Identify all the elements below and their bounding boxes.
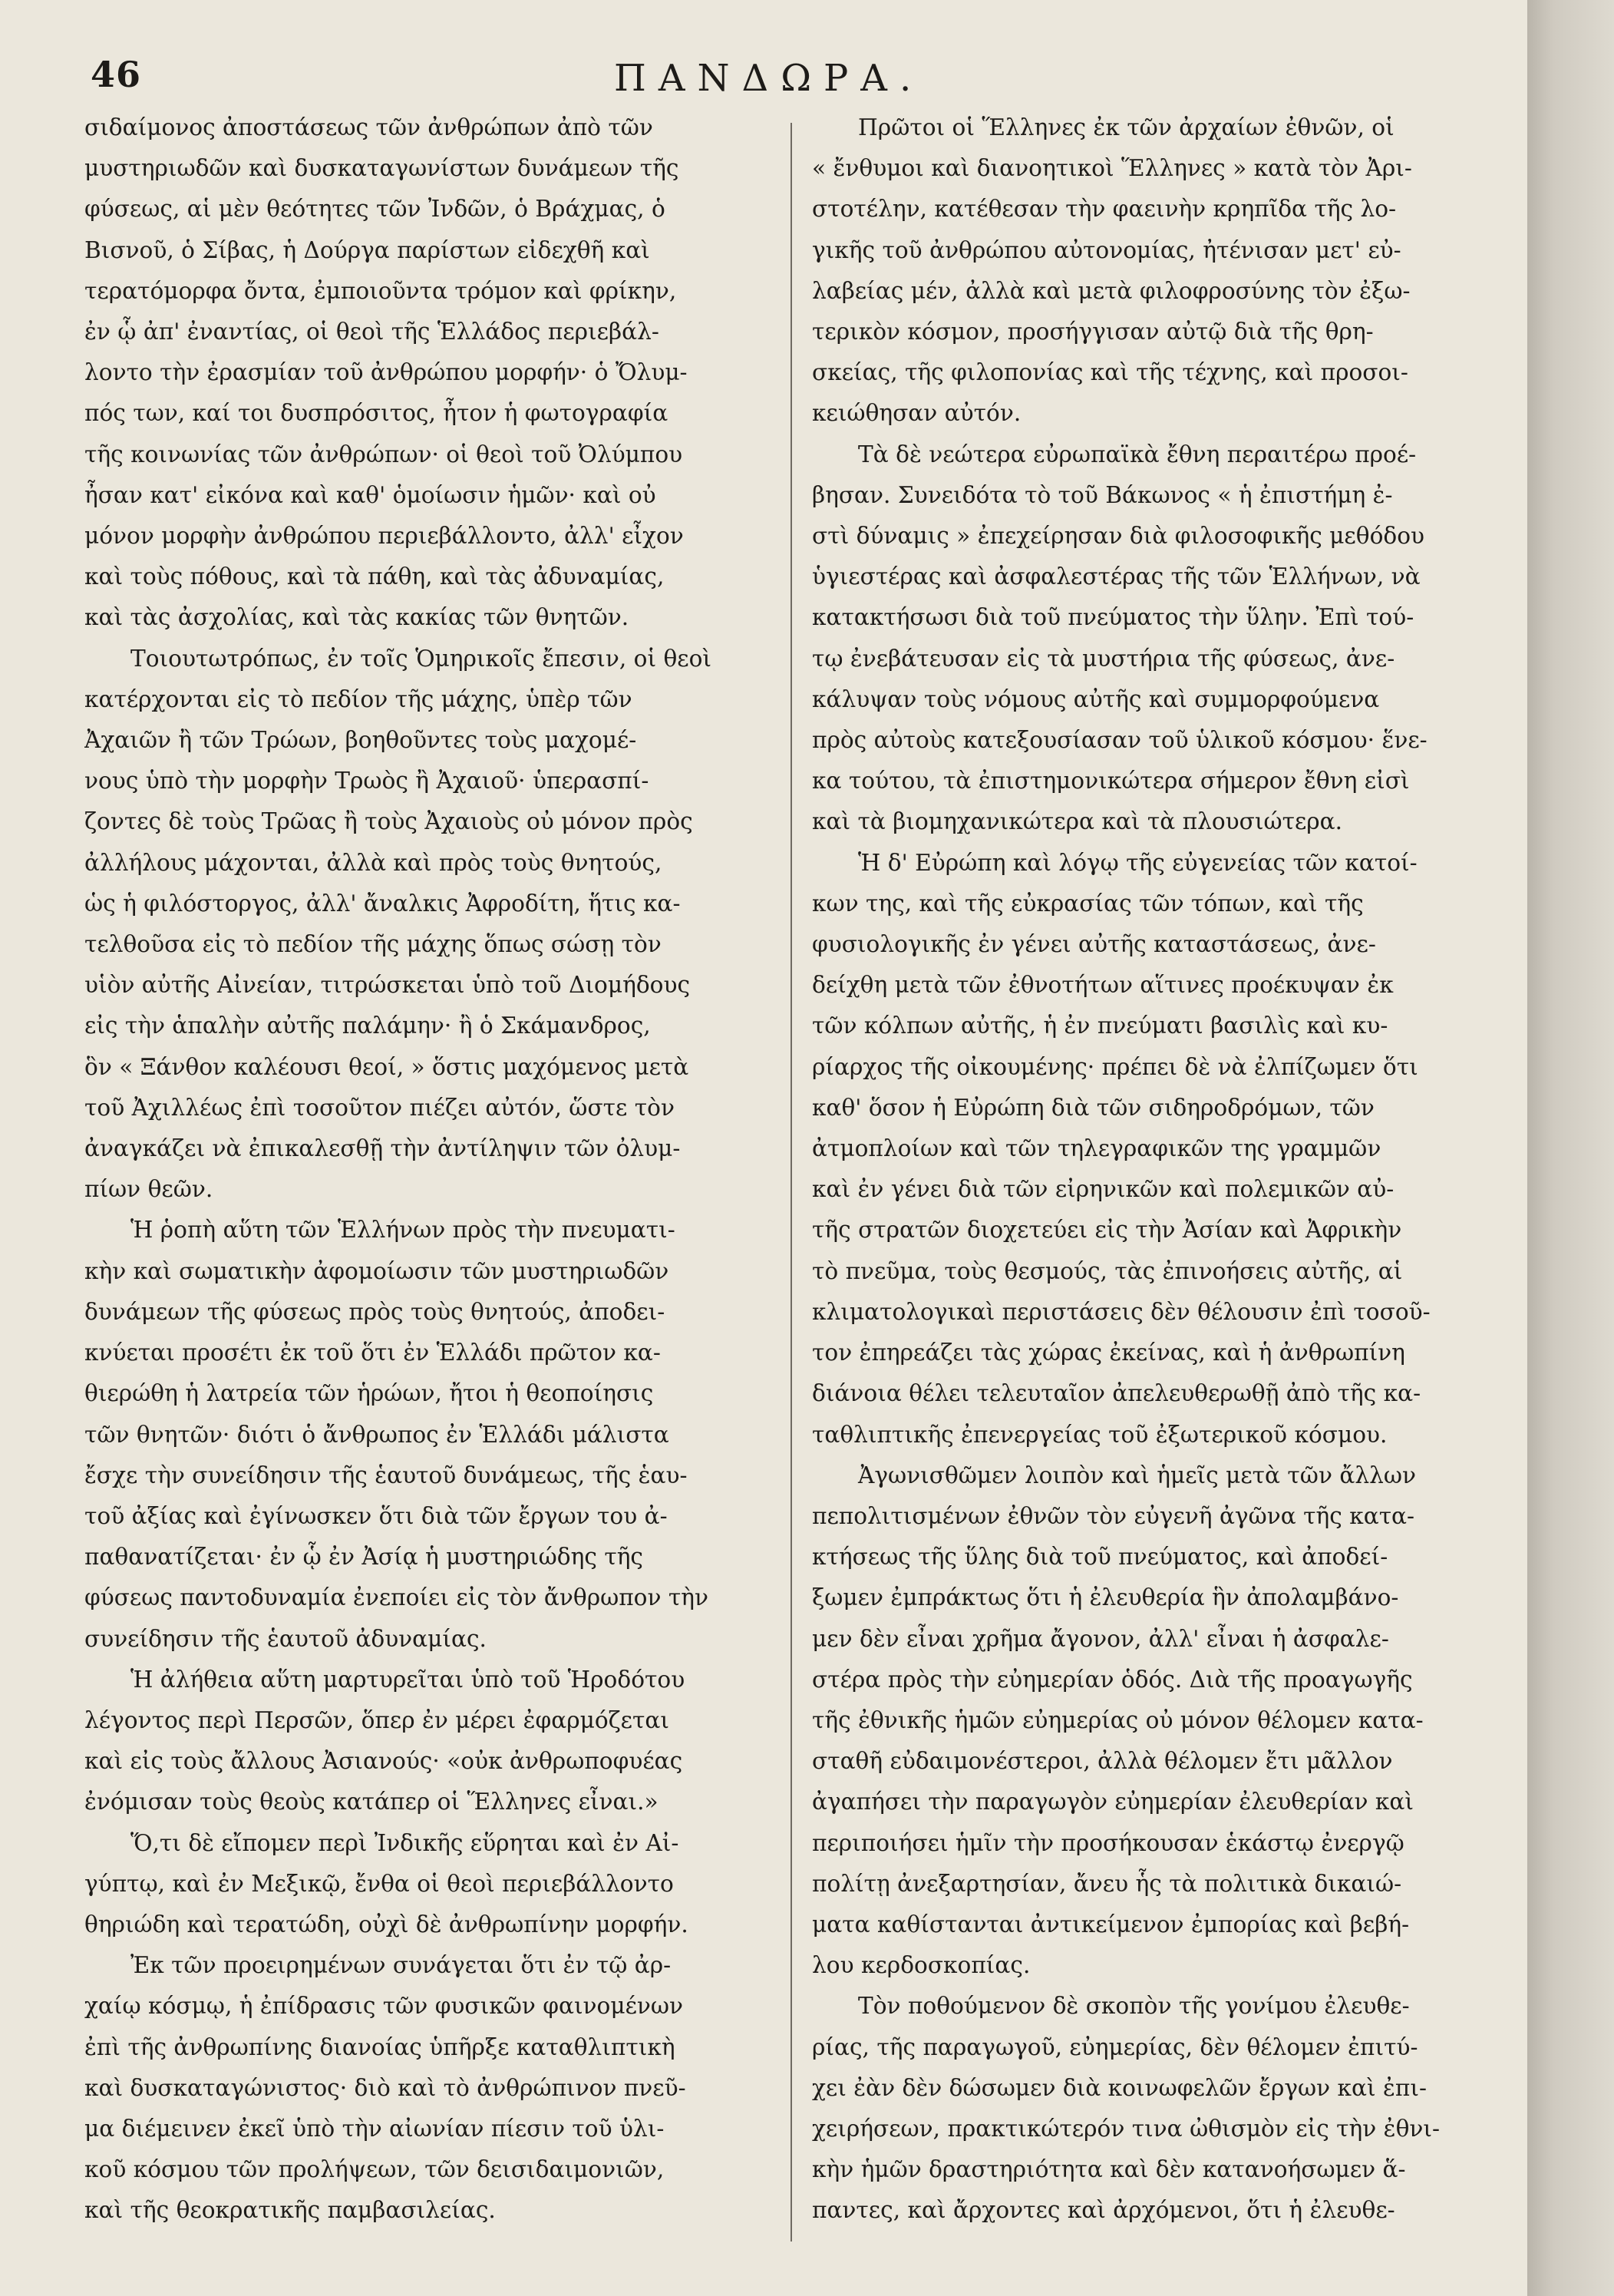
text-line: τῶν θνητῶν· διότι ὁ ἄνθρωπος ἐν Ἑλλάδι μάλιστα [84, 1421, 669, 1448]
paragraph [812, 1986, 1495, 2231]
text-line: χειρήσεων, πρακτικώτερόν τινα ὠθισμὸν εἰς τὴν ἐθνι- [812, 2115, 1440, 2142]
text-line: ματα καθίστανται ἀντικείμενον ἐμπορίας καὶ βεβή- [812, 1911, 1410, 1938]
text-line: κὴν καὶ σωματικὴν ἀφομοίωσιν τῶν μυστηριωδῶν [84, 1257, 669, 1284]
text-line: τον ἐπηρεάζει τὰς χώρας ἐκείνας, καὶ ἡ ἀνθρωπίνη [812, 1340, 1405, 1366]
text-line: καὶ τῆς θεοκρατικῆς παμβασιλείας. [84, 2197, 496, 2224]
text-line: τῆς στρατῶν διοχετεύει εἰς τὴν Ἀσίαν καὶ Ἀφρικὴν [812, 1217, 1402, 1244]
text-line: κνύεται προσέτι ἐκ τοῦ ὅτι ἐν Ἑλλάδι πρῶτον κα- [84, 1340, 661, 1366]
text-line: κατακτήσωσι διὰ τοῦ πνεύματος τὴν ὕλην. Ἐπὶ τού- [812, 604, 1414, 631]
text-line: Ἀγωνισθῶμεν λοιπὸν καὶ ἡμεῖς μετὰ τῶν ἄλλων [858, 1462, 1416, 1488]
paragraph [84, 1823, 767, 1946]
text-line: πεπολιτισμένων ἐθνῶν τὸν εὐγενῆ ἀγῶνα τῆς κατα- [812, 1502, 1415, 1529]
text-line: περιποιήσει ἡμῖν τὴν προσήκουσαν ἑκάστῳ ἐνεργῷ [812, 1829, 1404, 1856]
text-line: Τὸν ποθούμενον δὲ σκοπὸν τῆς γονίμου ἐλευθε- [858, 1993, 1410, 2020]
text-line: τερικὸν κόσμον, προσήγγισαν αὐτῷ διὰ τῆς θρη- [812, 319, 1374, 345]
paragraph [812, 843, 1495, 1455]
text-line: ρίαρχος τῆς οἰκουμένης· πρέπει δὲ νὰ ἐλπίζωμεν ὅτι [812, 1053, 1418, 1080]
text-line: κτήσεως τῆς ὕλης διὰ τοῦ πνεύματος, καὶ ἀποδεί- [812, 1544, 1388, 1571]
text-line: παθανατίζεται· ἐν ᾧ ἐν Ἀσίᾳ ἡ μυστηριώδης τῆς [84, 1544, 643, 1571]
text-line: μυστηριωδῶν καὶ δυσκαταγωνίστων δυνάμεων τῆς [84, 155, 679, 182]
text-line: ἔσχε τὴν συνείδησιν τῆς ἑαυτοῦ δυνάμεως, τῆς ἑαυ- [84, 1462, 688, 1488]
text-line: διάνοια θέλει τελευταῖον ἀπελευθερωθῇ ἀπὸ τῆς κα- [812, 1380, 1421, 1407]
text-line: ἦσαν κατ' εἰκόνα καὶ καθ' ὁμοίωσιν ἡμῶν· καὶ οὐ [84, 481, 656, 508]
text-line: τοῦ Ἀχιλλέως ἐπὶ τοσοῦτον πιέζει αὐτόν, ὥστε τὸν [84, 1094, 675, 1121]
text-line: συνείδησιν τῆς ἑαυτοῦ ἀδυναμίας. [84, 1625, 487, 1652]
text-line: κατέρχονται εἰς τὸ πεδίον τῆς μάχης, ὑπὲρ τῶν [84, 685, 632, 712]
text-line: στέρα πρὸς τὴν εὐημερίαν ὁδός. Διὰ τῆς προαγωγῆς [812, 1666, 1413, 1693]
text-line: φύσεως, αἱ μὲν θεότητες τῶν Ἰνδῶν, ὁ Βράχμας, ὁ [84, 196, 665, 223]
text-line: καὶ τοὺς πόθους, καὶ τὰ πάθη, καὶ τὰς ἀδυναμίας, [84, 563, 665, 590]
text-line: δυνάμεων τῆς φύσεως πρὸς τοὺς θνητούς, ἀποδει- [84, 1298, 665, 1325]
text-line: γύπτῳ, καὶ ἐν Μεξικῷ, ἔνθα οἱ θεοὶ περιεβάλλοντο [84, 1870, 674, 1897]
text-line: κων της, καὶ τῆς εὐκρασίας τῶν τόπων, καὶ τῆς [812, 890, 1364, 917]
text-line: ὑγιεστέρας καὶ ἀσφαλεστέρας τῆς τῶν Ἑλλήνων, νὰ [812, 563, 1421, 590]
text-line: κα τούτου, τὰ ἐπιστημονικώτερα σήμερον ἔθνη εἰσὶ [812, 768, 1410, 795]
text-line: μόνον μορφὴν ἀνθρώπου περιεβάλλοντο, ἀλλ' εἶχον [84, 523, 684, 550]
text-line: σταθῆ εὐδαιμονέστεροι, ἀλλὰ θέλομεν ἔτι μᾶλλον [812, 1748, 1393, 1775]
text-line: ὃν « Ξάνθον καλέουσι θεοί, » ὅστις μαχόμενος μετὰ [84, 1053, 689, 1080]
text-line: παντες, καὶ ἄρχοντες καὶ ἀρχόμενοι, ὅτι ἡ ἐλευθε- [812, 2197, 1395, 2224]
text-line: τερατόμορφα ὄντα, ἐμποιοῦντα τρόμον καὶ φρίκην, [84, 277, 677, 304]
text-line: Ἐκ τῶν προειρημένων συνάγεται ὅτι ἐν τῷ ἀρ- [130, 1952, 672, 1979]
text-line: Ἡ δ' Εὐρώπη καὶ λόγῳ τῆς εὐγενείας τῶν κατοί- [858, 849, 1418, 876]
text-line: λαβείας μέν, ἀλλὰ καὶ μετὰ φιλοφροσύνης τὸν ἐξω- [812, 277, 1411, 304]
text-line: φυσιολογικῆς ἐν γένει αὐτῆς καταστάσεως, ἀνε- [812, 931, 1376, 958]
text-line: λέγοντος περὶ Περσῶν, ὅπερ ἐν μέρει ἐφαρμόζεται [84, 1706, 669, 1733]
page-edge-shadow [1527, 0, 1614, 2296]
text-line: τῳ ἐνεβάτευσαν εἰς τὰ μυστήρια τῆς φύσεως, ἀνε- [812, 645, 1395, 672]
text-line: φύσεως παντοδυναμία ἐνεποίει εἰς τὸν ἄνθρωπον τὴν [84, 1584, 708, 1611]
paragraph [812, 434, 1495, 843]
text-line: τοῦ ἀξίας καὶ ἐγίνωσκεν ὅτι διὰ τῶν ἔργων του ἀ- [84, 1502, 668, 1529]
text-line: εἰς τὴν ἁπαλὴν αὐτῆς παλάμην· ἢ ὁ Σκάμανδρος, [84, 1013, 651, 1039]
text-line: κάλυψαν τοὺς νόμους αὐτῆς καὶ συμμορφούμενα [812, 685, 1380, 712]
text-line: καὶ τὰ βιομηχανικώτερα καὶ τὰ πλουσιώτερα. [812, 808, 1343, 835]
text-line: ρίας, τῆς παραγωγοῦ, εὐημερίας, δὲν θέλομεν ἐπιτύ- [812, 2033, 1418, 2060]
text-line: ἐν ᾧ ἀπ' ἐναντίας, οἱ θεοὶ τῆς Ἑλλάδος περιεβάλ- [84, 319, 659, 345]
running-title: ΠΑΝΔΩΡΑ. [614, 57, 924, 100]
text-line: Τὰ δὲ νεώτερα εὐρωπαϊκὰ ἔθνη περαιτέρω προέ- [858, 441, 1417, 467]
text-line: Ἀχαιῶν ἢ τῶν Τρώων, βοηθοῦντες τοὺς μαχομέ- [84, 727, 637, 754]
right-text-column [812, 107, 1495, 2232]
paragraph [84, 107, 767, 639]
text-line: κοῦ κόσμου τῶν προλήψεων, τῶν δεισιδαιμονιῶν, [84, 2156, 665, 2183]
text-line: κειώθησαν αὐτόν. [812, 400, 1022, 427]
text-line: πός των, καί τοι δυσπρόσιτος, ἦτον ἡ φωτογραφία [84, 400, 668, 427]
text-line: μεν δὲν εἶναι χρῆμα ἄγονον, ἀλλ' εἶναι ἡ ἀσφαλε- [812, 1625, 1389, 1652]
text-line: ἀτμοπλοίων καὶ τῶν τηλεγραφικῶν της γραμμῶν [812, 1135, 1381, 1162]
text-line: Ἡ ῥοπὴ αὕτη τῶν Ἑλλήνων πρὸς τὴν πνευματι- [130, 1217, 675, 1244]
text-line: λου κερδοσκοπίας. [812, 1952, 1031, 1979]
text-line: θιερώθη ἡ λατρεία τῶν ἡρώων, ἤτοι ἡ θεοποίησις [84, 1380, 654, 1407]
page-number: 46 [91, 54, 142, 95]
text-line: ζοντες δὲ τοὺς Τρῶας ἢ τοὺς Ἀχαιοὺς οὐ μόνον πρὸς [84, 808, 693, 835]
text-line: υἱὸν αὐτῆς Αἰνείαν, τιτρώσκεται ὑπὸ τοῦ Διομήδους [84, 972, 691, 999]
text-line: πίων θεῶν. [84, 1176, 213, 1203]
text-line: λοντο τὴν ἐρασμίαν τοῦ ἀνθρώπου μορφήν· ὁ Ὄλυμ- [84, 359, 688, 386]
text-line: τῆς κοινωνίας τῶν ἀνθρώπων· οἱ θεοὶ τοῦ Ὀλύμπου [84, 441, 683, 467]
text-line: Τοιουτωτρόπως, ἐν τοῖς Ὁμηρικοῖς ἔπεσιν, οἱ θεοὶ [130, 645, 712, 672]
text-line: καὶ ἐν γένει διὰ τῶν εἰρηνικῶν καὶ πολεμικῶν αὐ- [812, 1176, 1395, 1203]
text-line: καθ' ὅσον ἡ Εὐρώπη διὰ τῶν σιδηροδρόμων, τῶν [812, 1094, 1375, 1121]
text-line: μα διέμεινεν ἐκεῖ ὑπὸ τὴν αἰωνίαν πίεσιν τοῦ ὑλι- [84, 2115, 665, 2142]
text-line: Ἡ ἀλήθεια αὕτη μαρτυρεῖται ὑπὸ τοῦ Ἡροδότου [130, 1666, 685, 1693]
text-line: στὶ δύναμις » ἐπεχείρησαν διὰ φιλοσοφικῆς μεθόδου [812, 523, 1425, 550]
text-line: κὴν ἡμῶν δραστηριότητα καὶ δὲν κατανοήσωμεν ἅ- [812, 2156, 1406, 2183]
text-line: καὶ εἰς τοὺς ἄλλους Ἀσιανούς· «οὐκ ἀνθρωποφυέας [84, 1748, 683, 1775]
paragraph [84, 639, 767, 1211]
text-line: στοτέλην, κατέθεσαν τὴν φαεινὴν κρηπῖδα τῆς λο- [812, 196, 1397, 223]
text-line: Βισνοῦ, ὁ Σίβας, ἡ Δούργα παρίστων εἰδεχθῆ καὶ [84, 236, 650, 263]
left-text-column [84, 107, 767, 2232]
text-line: θηριώδη καὶ τερατώδη, οὐχὶ δὲ ἀνθρωπίνην μορφήν. [84, 1911, 688, 1938]
text-line: τελθοῦσα εἰς τὸ πεδίον τῆς μάχης ὅπως σώσῃ τὸν [84, 931, 662, 958]
text-line: νους ὑπὸ τὴν μορφὴν Τρωὸς ἢ Ἀχαιοῦ· ὑπερασπί- [84, 768, 649, 795]
paragraph [84, 1210, 767, 1659]
text-line: ἐπὶ τῆς ἀνθρωπίνης διανοίας ὑπῆρξε καταθλιπτικὴ [84, 2033, 675, 2060]
column-divider [790, 123, 792, 2241]
text-line: τὸ πνεῦμα, τοὺς θεσμούς, τὰς ἐπινοήσεις αὐτῆς, αἱ [812, 1257, 1403, 1284]
text-line: σκείας, τῆς φιλοπονίας καὶ τῆς τέχνης, καὶ προσοι- [812, 359, 1408, 386]
text-line: ἀναγκάζει νὰ ἐπικαλεσθῇ τὴν ἀντίληψιν τῶν ὀλυμ- [84, 1135, 681, 1162]
text-line: καὶ τὰς ἀσχολίας, καὶ τὰς κακίας τῶν θνητῶν. [84, 604, 629, 631]
text-line: δείχθη μετὰ τῶν ἐθνοτήτων αἵτινες προέκυψαν ἐκ [812, 972, 1394, 999]
text-line: πολίτῃ ἀνεξαρτησίαν, ἄνευ ἧς τὰ πολιτικὰ δικαιώ- [812, 1870, 1402, 1897]
paragraph [812, 1455, 1495, 1987]
paragraph [84, 1660, 767, 1823]
text-line: κλιματολογικαὶ περιστάσεις δὲν θέλουσιν ἐπὶ τοσοῦ- [812, 1298, 1431, 1325]
text-line: βησαν. Συνειδότα τὸ τοῦ Βάκωνος « ἡ ἐπιστήμη ἐ- [812, 481, 1393, 508]
text-line: σιδαίμονος ἀποστάσεως τῶν ἀνθρώπων ἀπὸ τῶν [84, 114, 653, 140]
text-line: ἐνόμισαν τοὺς θεοὺς κατάπερ οἱ Ἕλληνες εἶναι.» [84, 1789, 658, 1815]
text-line: τῶν κόλπων αὐτῆς, ἡ ἐν πνεύματι βασιλὶς καὶ κυ- [812, 1013, 1388, 1039]
text-line: Ὅ,τι δὲ εἴπομεν περὶ Ἰνδικῆς εὕρηται καὶ ἐν Αἰ- [130, 1829, 679, 1856]
text-line: χαίῳ κόσμῳ, ἡ ἐπίδρασις τῶν φυσικῶν φαινομένων [84, 1993, 684, 2020]
paragraph [84, 1945, 767, 2231]
text-line: ταθλιπτικῆς ἐπενεργείας τοῦ ἐξωτερικοῦ κόσμου. [812, 1421, 1388, 1448]
text-line: τῆς ἐθνικῆς ἡμῶν εὐημερίας οὐ μόνον θέλομεν κατα- [812, 1706, 1424, 1733]
text-line: « ἔνθυμοι καὶ διανοητικοὶ Ἕλληνες » κατὰ τὸν Ἀρι- [812, 155, 1412, 182]
text-line: ὡς ἡ φιλόστοργος, ἀλλ' ἄναλκις Ἀφροδίτη, ἥτις κα- [84, 890, 681, 917]
text-line: ξωμεν ἐμπράκτως ὅτι ἡ ἐλευθερία ἣν ἀπολαμβάνο- [812, 1584, 1399, 1611]
text-line: πρὸς αὐτοὺς κατεξουσίασαν τοῦ ὑλικοῦ κόσμου· ἕνε- [812, 727, 1428, 754]
text-line: ἀγαπήσει τὴν παραγωγὸν εὐημερίαν ἐλευθερίαν καὶ [812, 1789, 1414, 1815]
text-line: καὶ δυσκαταγώνιστος· διὸ καὶ τὸ ἀνθρώπινον πνεῦ- [84, 2074, 686, 2101]
text-line: ἀλλήλους μάχονται, ἀλλὰ καὶ πρὸς τοὺς θνητούς, [84, 849, 662, 876]
text-line: Πρῶτοι οἱ Ἕλληνες ἐκ τῶν ἀρχαίων ἐθνῶν, οἱ [858, 114, 1395, 140]
paragraph [812, 107, 1495, 434]
text-line: γικῆς τοῦ ἀνθρώπου αὐτονομίας, ἠτένισαν μετ' εὐ- [812, 236, 1401, 263]
text-line: χει ἐὰν δὲν δώσωμεν διὰ κοινωφελῶν ἔργων καὶ ἐπι- [812, 2074, 1427, 2101]
